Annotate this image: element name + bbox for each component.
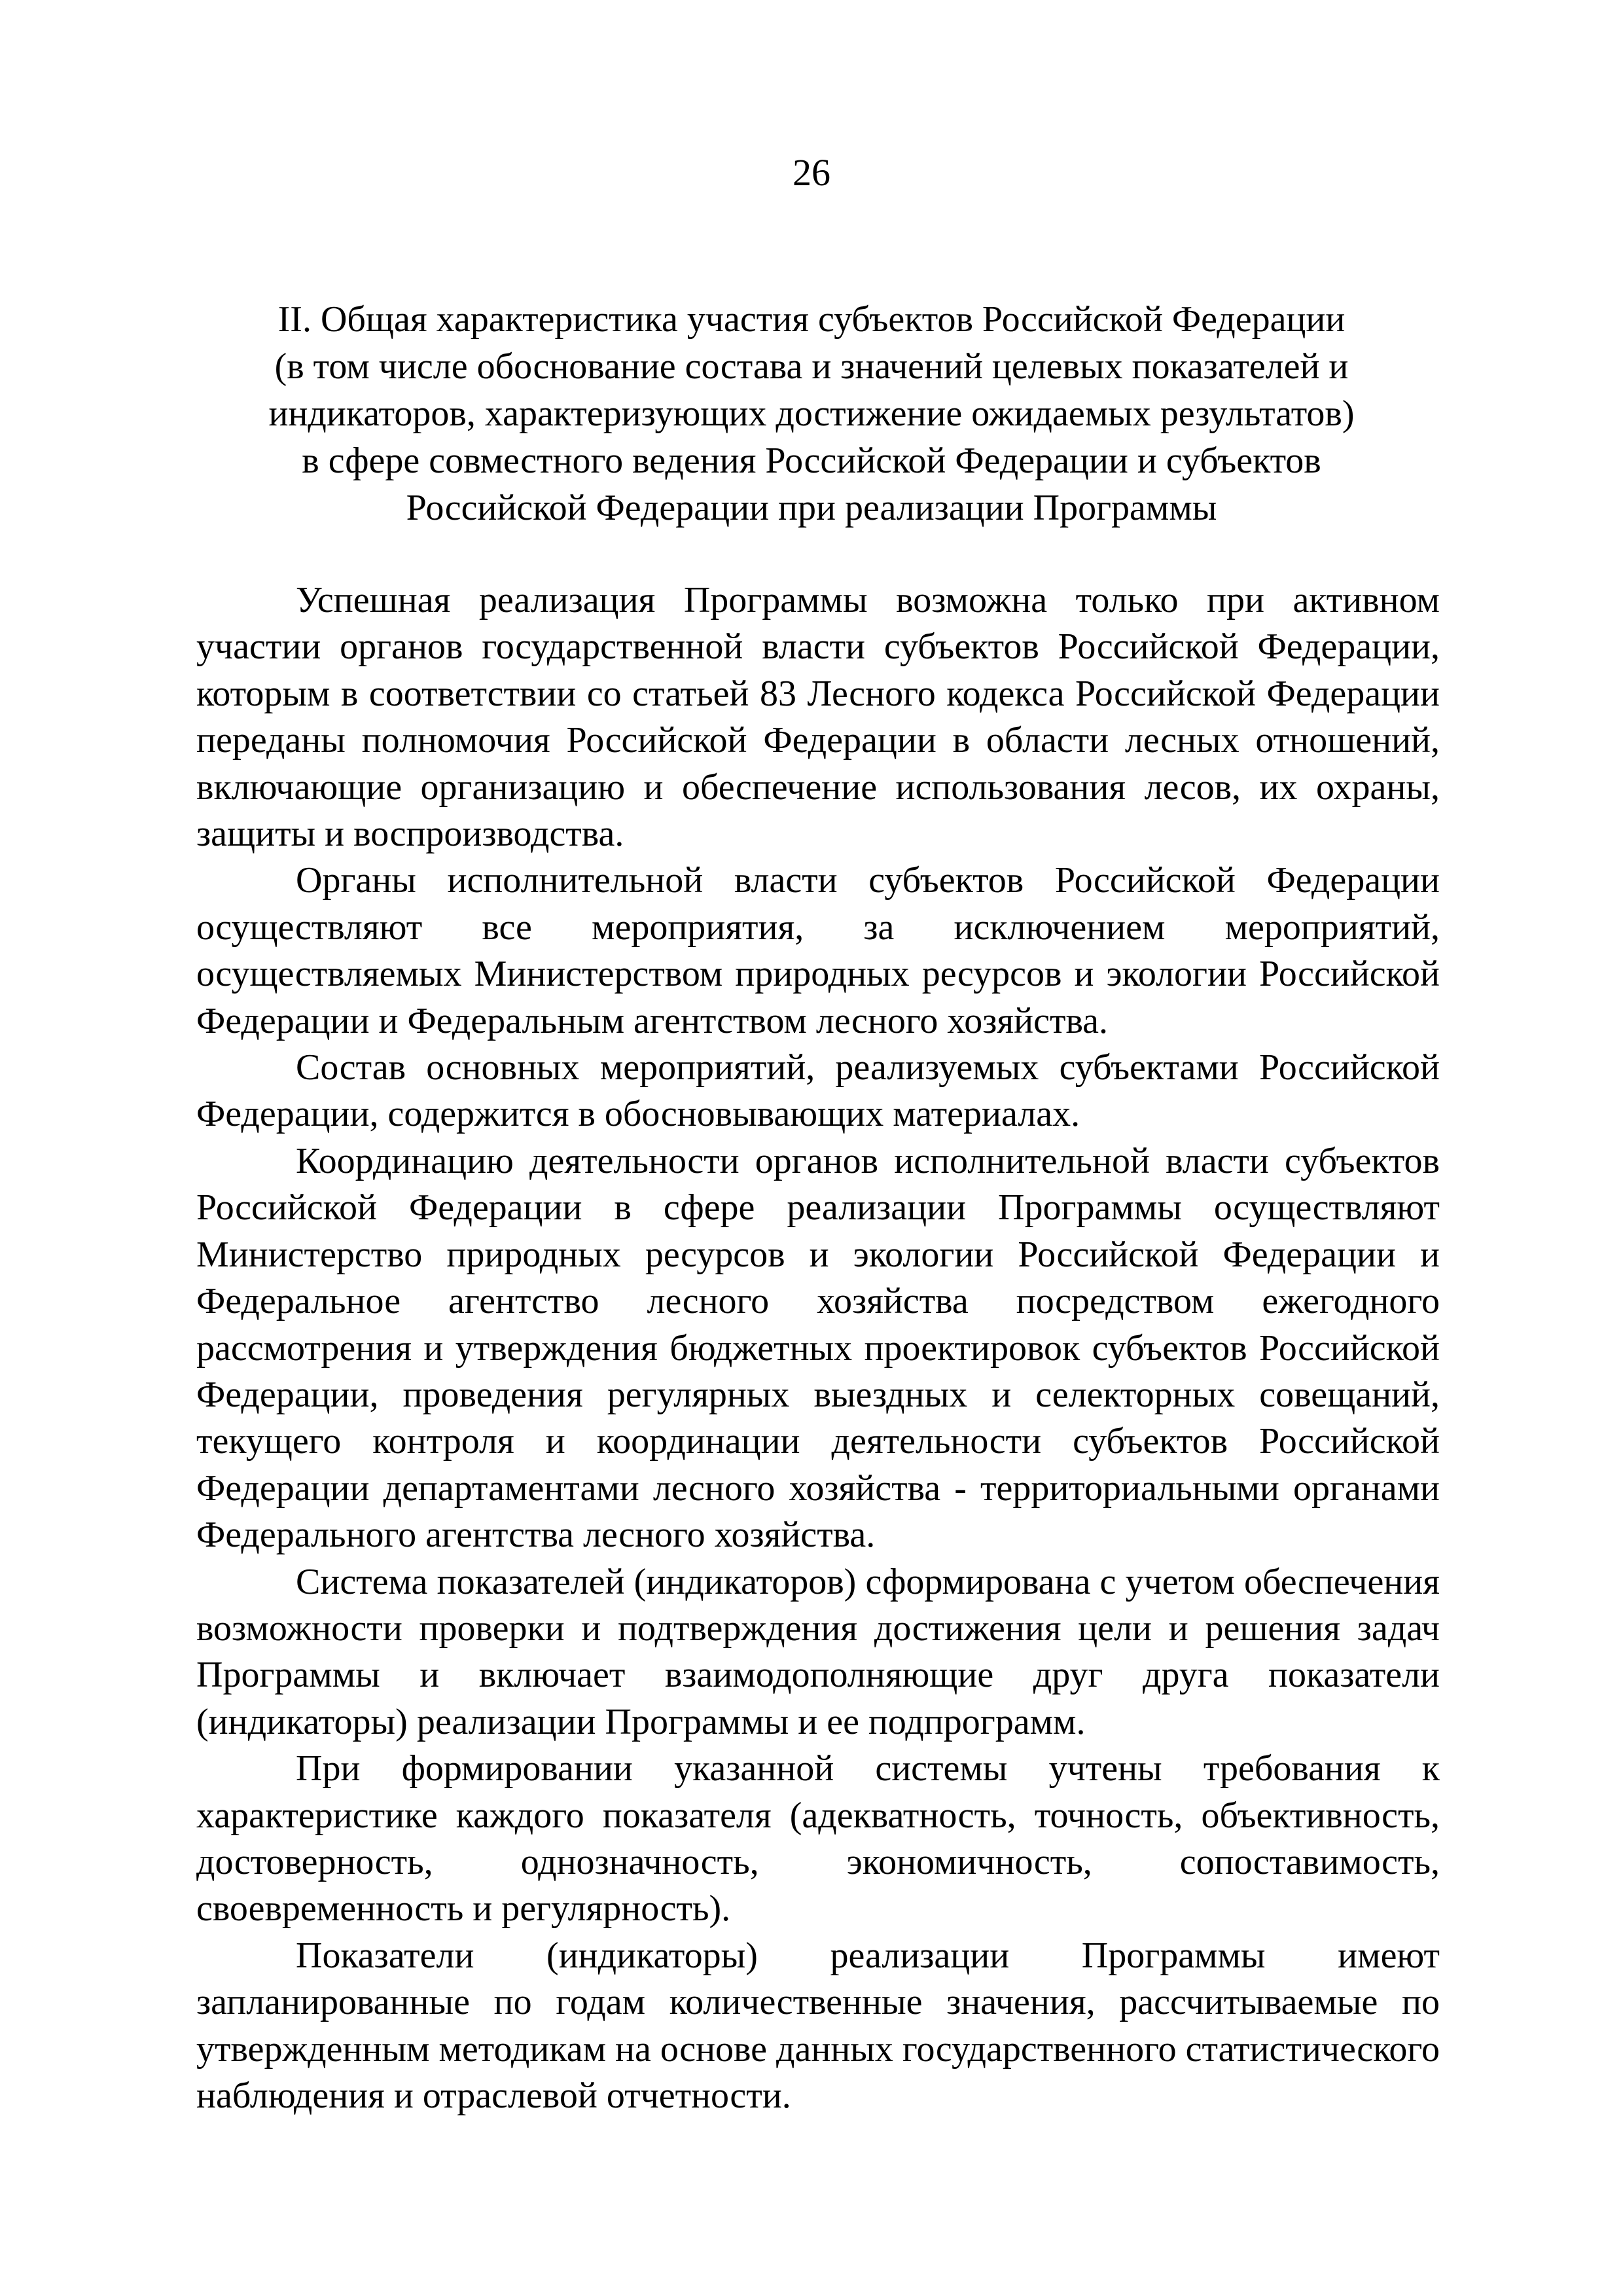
paragraph-main-activities: Состав основных мероприятий, реализуемых субъектами Российской Федерации, содержится в обосновывающих материалах. <box>196 1047 1440 1135</box>
section-heading-line: в сфере совместного ведения Российской Федерации и субъектов <box>302 440 1321 481</box>
paragraph-participation: Успешная реализация Программы возможна только при активном участии органов государственной власти субъектов Российской Федерации, которым в соответствии со статьей 83 Лесного кодекса Российской Федерации переданы полномочия Российской Федерации в области лесных отношений, включающие организацию и обеспечение использования лесов, их охраны, защиты и воспроизводства. <box>196 580 1440 855</box>
paragraph-coordination: Координацию деятельности органов исполнительной власти субъектов Российской Федерации в сфере реализации Программы осуществляют Министерство природных ресурсов и экологии Российской Федерации и Федеральное агентство лесного хозяйства посредством ежегодного рассмотрения и утверждения бюджетных проектировок субъектов Российской Федерации, проведения регулярных выездных и селекторных совещаний, текущего контроля и координации деятельности субъектов Российской Федерации департаментами лесного хозяйства - территориальными органами Федерального агентства лесного хозяйства. <box>196 1140 1440 1556</box>
body-text <box>196 577 1440 2119</box>
paragraph-requirements: При формировании указанной системы учтены требования к характеристике каждого показателя (адекватность, точность, объективность, достоверность, однозначность, экономичность, сопоставимость, своевременность и регулярность). <box>196 1748 1440 1929</box>
section-heading-line: Российской Федерации при реализации Программы <box>406 488 1217 528</box>
section-heading-line: (в том числе обоснование состава и значений целевых показателей и <box>274 346 1349 387</box>
section-heading-line: индикаторов, характеризующих достижение ожидаемых результатов) <box>268 393 1355 434</box>
paragraph-executive-bodies: Органы исполнительной власти субъектов Российской Федерации осуществляют все мероприятия, за исключением мероприятий, осуществляемых Министерством природных ресурсов и экологии Российской Федерации и Федеральным агентством лесного хозяйства. <box>196 860 1440 1041</box>
section-heading <box>196 296 1427 531</box>
section-heading-line: II. Общая характеристика участия субъектов Российской Федерации <box>277 299 1346 340</box>
page-number: 26 <box>793 151 830 194</box>
paragraph-indicator-system: Система показателей (индикаторов) сформирована с учетом обеспечения возможности проверки и подтверждения достижения цели и решения задач Программы и включает взаимодополняющие друг друга показатели (индикаторы) реализации Программы и ее подпрограмм. <box>196 1561 1440 1742</box>
paragraph-planned-values: Показатели (индикаторы) реализации Программы имеют запланированные по годам количественные значения, рассчитываемые по утвержденным методикам на основе данных государственного статистического наблюдения и отраслевой отчетности. <box>196 1935 1440 2116</box>
